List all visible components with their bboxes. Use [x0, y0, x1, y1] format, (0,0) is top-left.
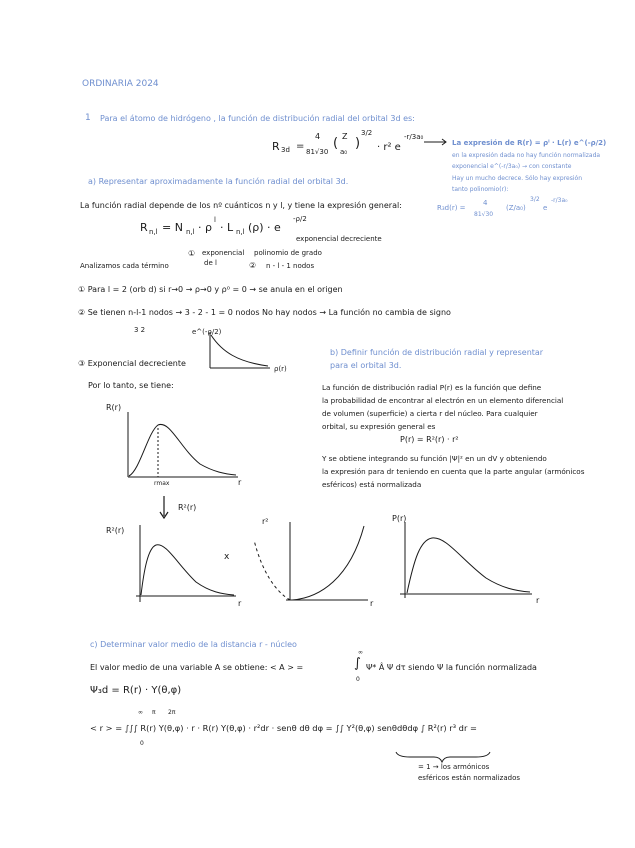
eq-l: l	[214, 216, 216, 224]
eq-N: = N	[162, 221, 183, 234]
part-b-heading-1: b) Definir función de distribución radial y representar	[330, 348, 544, 357]
part-b-p2: la probabilidad de encontrar al electrón en un elemento diferencial	[322, 396, 564, 405]
side-note-e: e	[543, 204, 548, 212]
graph2-x-label: r	[238, 599, 242, 608]
times-sign: x	[224, 552, 230, 562]
label2b: n - l - 1 nodos	[266, 262, 315, 270]
formula-r-exp: -r/3a₀	[404, 133, 424, 141]
graph1-y-label: R(r)	[106, 403, 122, 412]
graph2-y-label: R²(r)	[106, 526, 125, 535]
point-2-sub: 3 2	[134, 326, 146, 334]
question-number: 1	[85, 113, 91, 123]
side-note-frac: (Z/a₀)	[506, 204, 526, 212]
part-b-p5: Y se obtiene integrando su función |Ψ|² en un dV y obteniendo	[322, 454, 547, 463]
side-note-line3: exponencial e^(-r/3a₀) → con constante	[452, 163, 572, 170]
graph4-y-label: P(r)	[392, 514, 407, 523]
formula-lhs: R	[272, 140, 280, 153]
label-exponential: exponencial decreciente	[296, 235, 382, 243]
side-note-num: 4	[483, 199, 488, 207]
question-statement: Para el átomo de hidrógeno , la función de distribución radial del orbital 3d es:	[100, 114, 415, 123]
part-b-p7: esféricos) está normalizada	[322, 480, 422, 489]
part-a-intro: La función radial depende de los nº cuánticos n y l, y tiene la expresión general:	[80, 201, 402, 210]
graph1-tick: rmax	[154, 480, 170, 487]
side-note-pow: 3/2	[530, 196, 540, 203]
formula-exponent: 3/2	[361, 129, 373, 137]
graph1-x-label: r	[238, 478, 242, 487]
label1b: de l	[204, 259, 217, 267]
eq-L-sub: n,l	[236, 228, 245, 236]
eq-L: · L	[220, 221, 234, 234]
part-c-lim-top: ∞	[358, 649, 363, 656]
part-b-p4: orbital, su expresión general es	[322, 422, 436, 431]
label1: exponencial	[202, 249, 245, 257]
graph2-radial-squared	[136, 525, 236, 602]
eq-exp-part: (ρ) · e	[248, 221, 281, 234]
part-b-heading-2: para el orbital 3d.	[330, 361, 402, 370]
graph1-radial	[128, 412, 238, 477]
under-note-1: = 1 → los armónicos	[418, 763, 490, 771]
graph3-y-label: r²	[262, 517, 269, 526]
part-b-p6: la expresión para dr teniendo en cuenta que la parte angular (armónicos	[322, 467, 585, 476]
side-note-line1: La expresión de R(r) = ρˡ · L(r) e^(-ρ/2)	[452, 139, 607, 147]
part-c-p1: El valor medio de una variable A se obtiene: < A > =	[90, 663, 304, 672]
eq-rho: · ρ	[198, 221, 212, 234]
part-a-heading: a) Representar aproximadamente la función radial del orbital 3d.	[88, 177, 349, 186]
formula-den: 81√30	[306, 148, 329, 156]
point-3-exp: e^(-ρ/2)	[192, 328, 222, 336]
under-note-2: esféricos están normalizados	[418, 774, 521, 782]
formula-eq: =	[296, 141, 305, 152]
point-2: ② Se tienen n-l-1 nodos → 3 - 2 - 1 = 0 nodos No hay nodos → La función no cambia de signo	[78, 308, 451, 317]
limit-pi: π	[152, 709, 156, 716]
therefore-label: Por lo tanto, se tiene:	[88, 381, 174, 390]
graph3-r-squared	[254, 522, 368, 600]
side-note-line5: tanto polinomio(r):	[452, 186, 509, 193]
formula-r2: · r² e	[377, 142, 401, 153]
label2-num: ②	[249, 261, 257, 270]
limit-inf: ∞	[138, 709, 143, 716]
eq-exp: -ρ/2	[293, 215, 307, 223]
part-c-integral: ∫	[354, 656, 361, 671]
down-arrow	[160, 496, 168, 518]
side-note-lhs: R₃d(r) =	[437, 204, 466, 212]
eq-R-sub: n,l	[149, 228, 158, 236]
point-3-axis: ρ(r)	[274, 365, 287, 373]
side-note-den: 81√30	[474, 211, 494, 218]
formula-paren-open: (	[333, 136, 339, 151]
arrow-to-note	[424, 139, 446, 145]
limit-zero: 0	[140, 740, 144, 747]
graph4-distribution	[400, 522, 532, 598]
part-c-heading: c) Determinar valor medio de la distancia r - núcleo	[90, 640, 297, 649]
side-note-line4: Hay un mucho decrece. Sólo hay expresión	[452, 175, 583, 182]
formula-paren-close: )	[355, 136, 361, 151]
eq-N-sub: n,l	[186, 228, 195, 236]
graph4-x-label: r	[536, 596, 540, 605]
page-title: ORDINARIA 2024	[82, 79, 159, 89]
side-note-exp: -r/3a₀	[551, 197, 568, 204]
part-c-p1-rest: Ψ* Â Ψ dτ siendo Ψ la función normalizada	[366, 663, 537, 672]
formula-z: Z	[342, 132, 348, 141]
part-b-p1: La función de distribución radial P(r) es la función que define	[322, 383, 542, 392]
part-c-psi: Ψ₃d = R(r) · Y(θ,φ)	[90, 685, 182, 696]
formula-num: 4	[315, 132, 321, 141]
analyse-label: Analizamos cada término	[80, 262, 169, 270]
limit-2pi: 2π	[168, 709, 176, 716]
label2: polinomio de grado	[254, 249, 322, 257]
formula-sub: 3d	[281, 146, 290, 154]
point-1: ① Para l = 2 (orb d) si r→0 → ρ→0 y ρ⁰ = 0 → se anula en el origen	[78, 285, 343, 294]
underbrace	[396, 752, 490, 762]
part-c-long-equation: < r > = ∫∫∫ R(r) Y(θ,φ) · r · R(r) Y(θ,φ) · r²dr · senθ dθ dφ = ∫∫ Y²(θ,φ) senθdθdφ ∫ R²(r) r³ dr =	[90, 723, 477, 733]
arrow-label: R²(r)	[178, 503, 197, 512]
point-3: ③ Exponencial decreciente	[78, 359, 186, 368]
part-c-lim-bottom: 0	[356, 676, 360, 683]
label1-num: ①	[188, 249, 196, 258]
formula-a0: a₀	[340, 148, 348, 156]
eq-R: R	[140, 221, 148, 234]
exp-decay-graph	[210, 332, 270, 368]
part-b-p3: de volumen (superficie) a cierta r del núcleo. Para cualquier	[322, 409, 538, 418]
graph3-x-label: r	[370, 599, 374, 608]
side-note-line2: en la expresión dada no hay función normalizada	[452, 152, 601, 159]
part-b-equation: P(r) = R²(r) · r²	[400, 435, 459, 444]
